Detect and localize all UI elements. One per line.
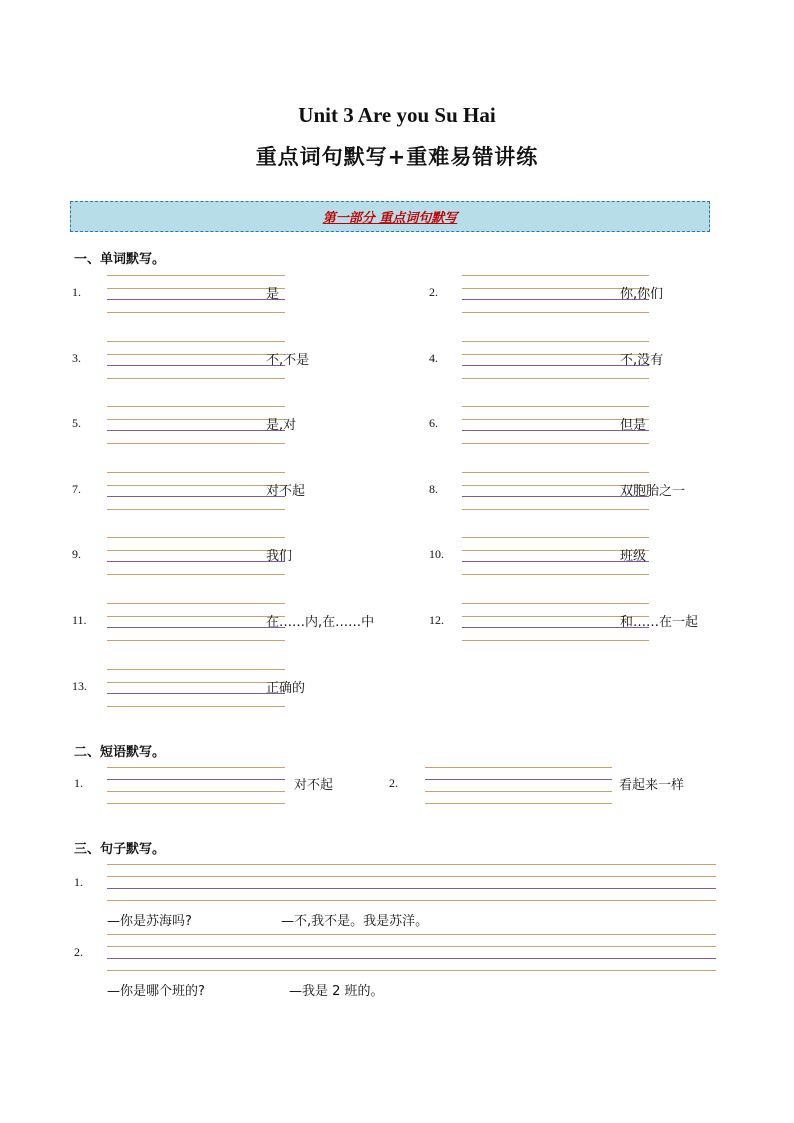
writing-line [107,779,285,780]
writing-line [425,803,612,804]
page-title: Unit 3 Are you Su Hai [298,103,496,127]
writing-line [107,640,285,641]
word-number: 10. [429,547,444,561]
word-meaning: 是,对 [266,418,297,433]
sentence-answer: —不,我不是。我是苏洋。 [281,914,429,929]
writing-line [462,472,649,473]
sentence-dictation-heading: 三、句子默写。 [74,842,166,857]
writing-line [107,550,285,551]
writing-line [107,561,285,562]
writing-line [107,419,285,420]
word-meaning: 在……内,在……中 [266,615,375,630]
writing-line [107,669,285,670]
word-number: 1. [72,285,81,299]
writing-line [107,616,285,617]
word-meaning: 正确的 [266,681,306,696]
writing-line [107,900,716,901]
page-subtitle: 重点词句默写+重难易错讲练 [255,145,539,169]
word-number: 12. [429,613,444,627]
phrase-number: 1. [74,776,83,790]
writing-line [462,275,649,276]
writing-line [462,603,649,604]
word-meaning: 你,你们 [620,287,664,302]
word-meaning: 是 [266,287,280,302]
writing-line [107,406,285,407]
writing-line [462,341,649,342]
writing-line [107,443,285,444]
word-meaning: 不,没有 [620,353,664,368]
writing-line [107,791,285,792]
word-meaning: 对不起 [266,484,306,499]
word-number: 8. [429,482,438,496]
writing-line [462,378,649,379]
writing-line [462,312,649,313]
writing-line [107,275,285,276]
writing-line [107,958,716,959]
word-number: 6. [429,416,438,430]
writing-line [107,496,285,497]
banner-label: 第一部分 重点词句默写 [322,211,458,226]
writing-line [107,574,285,575]
writing-line [107,472,285,473]
writing-line [107,354,285,355]
writing-line [462,509,649,510]
word-number: 4. [429,351,438,365]
writing-line [107,288,285,289]
writing-line [462,537,649,538]
writing-line [107,485,285,486]
phrase-dictation-heading: 二、短语默写。 [74,745,166,760]
writing-line [462,574,649,575]
writing-line [107,341,285,342]
writing-line [107,430,285,431]
writing-line [107,365,285,366]
phrase-meaning: 看起来一样 [619,778,685,793]
sentence-question: —你是苏海吗? [107,914,192,929]
writing-line [107,682,285,683]
writing-line [107,876,716,877]
writing-line [107,312,285,313]
section-banner [70,201,710,232]
writing-line [107,706,285,707]
writing-line [107,864,716,865]
writing-line [107,299,285,300]
writing-line [107,946,716,947]
writing-line [107,803,285,804]
word-meaning: 但是 [620,418,647,433]
word-meaning: 不,不是 [266,353,310,368]
writing-line [107,693,285,694]
writing-line [462,640,649,641]
phrase-meaning: 对不起 [294,778,334,793]
word-meaning: 双胞胎之一 [620,484,686,499]
writing-line [107,603,285,604]
word-number: 11. [72,613,87,627]
writing-line [425,779,612,780]
word-number: 5. [72,416,81,430]
word-number: 2. [429,285,438,299]
word-number: 3. [72,351,81,365]
sentence-number: 2. [74,945,83,959]
writing-line [107,934,716,935]
writing-line [107,627,285,628]
sentence-answer: —我是 2 班的。 [289,984,384,999]
word-meaning: 我们 [266,549,293,564]
word-number: 9. [72,547,81,561]
writing-line [107,888,716,889]
sentence-question: —你是哪个班的? [107,984,205,999]
word-meaning: 班级 [620,549,647,564]
word-number: 7. [72,482,81,496]
phrase-number: 2. [389,776,398,790]
word-number: 13. [72,679,87,693]
sentence-number: 1. [74,875,83,889]
writing-line [107,537,285,538]
word-dictation-heading: 一、单词默写。 [74,252,166,267]
writing-line [107,509,285,510]
writing-line [107,378,285,379]
writing-line [462,443,649,444]
writing-line [462,406,649,407]
writing-line [107,767,285,768]
word-meaning: 和……在一起 [620,615,699,630]
writing-line [425,767,612,768]
writing-line [107,970,716,971]
writing-line [425,791,612,792]
